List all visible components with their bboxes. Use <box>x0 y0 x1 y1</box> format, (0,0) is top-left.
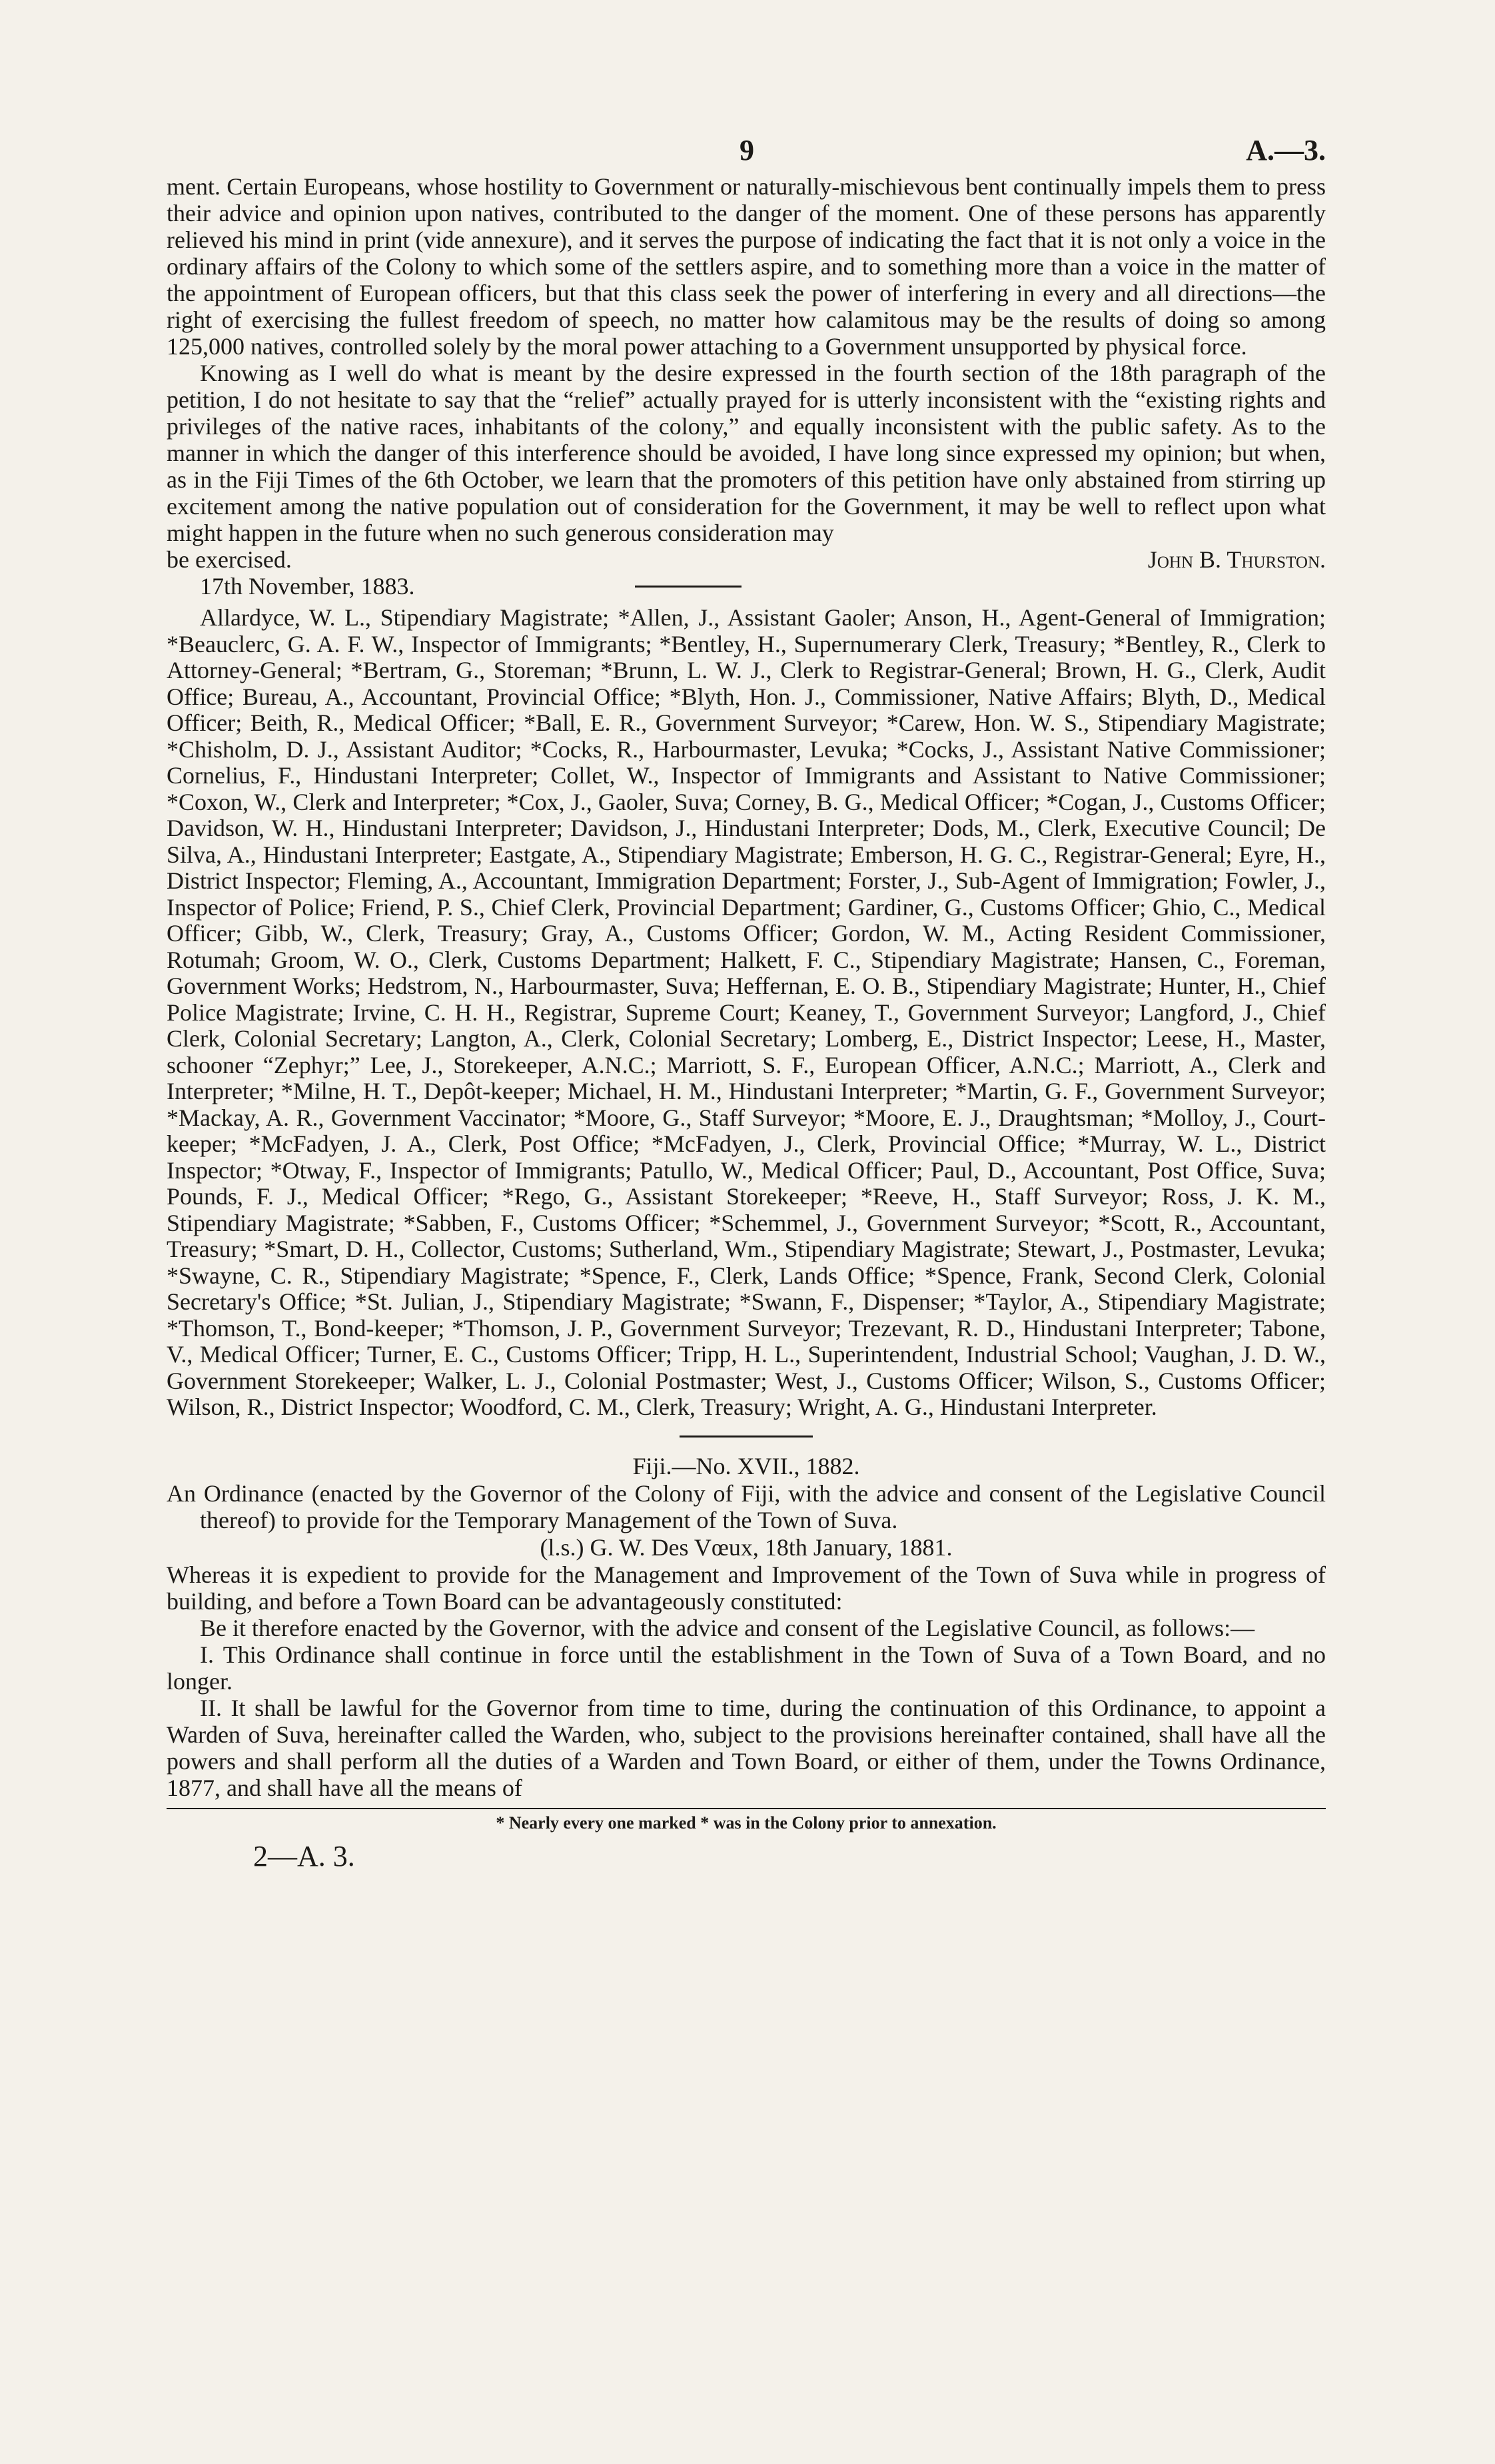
printer-signature-mark: 2—A. 3. <box>253 1839 355 1872</box>
officers-list: Allardyce, W. L., Stipendiary Magistrate; *Allen, J., Assistant Gaoler; Anson, H., Agent-General of Immigration; *Beauclerc, G. A. F. W., Inspector of Immigrants; *Bentley, H., Supernumerary Clerk, Treasury; *Bentley, R., Clerk to Attorney-General; *Bertram, G., Storeman; *Brunn, L. W. J., Clerk to Registrar-General; Brown, H. G., Clerk, Audit Office; Bureau, A., Accountant, Provincial Office; *Blyth, Hon. J., Commissioner, Native Affairs; Blyth, D., Medical Officer; Beith, R., Medical Officer; *Ball, E. R., Government Surveyor; *Carew, Hon. W. S., Stipendiary Magistrate; *Chisholm, D. J., Assistant Auditor; *Cocks, R., Harbourmaster, Levuka; *Cocks, J., Assistant Native Commissioner; Cornelius, F., Hindustani Interpreter; Collet, W., Inspector of Immigrants and Assistant to Native Commissioner; *Coxon, W., Clerk and Interpreter; *Cox, J., Gaoler, Suva; Corney, B. G., Medical Officer; *Cogan, J., Customs Officer; Davidson, W. H., Hindustani Interpreter; Davidson, J., Hindustani Interpreter; Dods, M., Clerk, Executive Council; De Silva, A., Hindustani Interpreter; Eastgate, A., Stipendiary Magistrate; Emberson, H. G. C., Registrar-General; Eyre, H., District Inspector; Fleming, A., Accountant, Immigration Department; Forster, J., Sub-Agent of Immigration; Fowler, J., Inspector of Police; Friend, P. S., Chief Clerk, Provincial Department; Gardiner, G., Customs Officer; Ghio, C., Medical Officer; Gibb, W., Clerk, Treasury; Gray, A., Customs Officer; Gordon, W. M., Acting Resident Commissioner, Rotumah; Groom, W. O., Clerk, Customs Department; Halkett, F. C., Stipendiary Magistrate; Hansen, C., Foreman, Government Works; Hedstrom, N., Harbourmaster, Suva; Heffernan, E. O. B., Stipendiary Magistrate; Hunter, H., Chief Police Magistrate; Irvine, C. H. H., Registrar, Supreme Court; Keaney, T., Government Surveyor; Langford, J., Chief Clerk, Colonial Secretary; Langton, A., Clerk, Colonial Secretary; Lomberg, E., District Inspector; Leese, H., Master, schooner “Zephyr;” Lee, J., Storekeeper, A.N.C.; Marriott, S. F., European Officer, A.N.C.; Marriott, A., Clerk and Interpreter; *Milne, H. T., Depôt-keeper; Michael, H. M., Hindustani Interpreter; *Martin, G. F., Government Surveyor; *Mackay, A. R., Government Vaccinator; *Moore, G., Staff Surveyor; *Moore, E. J., Draughtsman; *Molloy, J., Court-keeper; *McFadyen, J. A., Clerk, Post Office; *McFadyen, J., Clerk, Provincial Office; *Murray, W. L., District Inspector; *Otway, F., Inspector of Immigrants; Patullo, W., Medical Officer; Paul, D., Accountant, Post Office, Suva; Pounds, F. J., Medical Officer; *Rego, G., Assistant Storekeeper; *Reeve, H., Staff Surveyor; Ross, J. K. M., Stipendiary Magistrate; *Sabben, F., Customs Officer; *Schemmel, J., Government Surveyor; *Scott, R., Accountant, Treasury; *Smart, D. H., Collector, Customs; Sutherland, Wm., Stipendiary Magistrate; Stewart, J., Postmaster, Levuka; *Swayne, C. R., Stipendiary Magistrate; *Spence, F., Clerk, Lands Office; *Spence, Frank, Second Clerk, Colonial Secretary's Office; *St. Julian, J., Stipendiary Magistrate; *Swann, F., Dispenser; *Taylor, A., Stipendiary Magistrate; *Thomson, T., Bond-keeper; *Thomson, J. P., Government Surveyor; Trezevant, R. D., Hindustani Interpreter; Tabone, V., Medical Officer; Turner, E. C., Customs Officer; Tripp, H. L., Superintendent, Industrial School; Vaughan, J. D. W., Government Storekeeper; Walker, L. J., Colonial Postmaster; West, J., Customs Officer; Wilson, S., Customs Officer; Wilson, R., District Inspector; Woodford, C. M., Clerk, Treasury; Wright, A. G., Hindustani Interpreter. <box>167 604 1326 1420</box>
letter-date: 17th November, 1883. <box>200 573 415 600</box>
paragraph-relief: Knowing as I well do what is meant by the desire expressed in the fourth section of the 18th paragraph of the petition, I do not hesitate to say that the “relief” actually prayed for is utterly inconsistent with the “existing rights and privileges of the native races, inhabitants of the colony,” and equally inconsistent with the public safety. As to the manner in which the danger of this interference should be avoided, I have long since expressed my opinion; but when, as in the Fiji Times of the 6th October, we learn that the promoters of this petition have only abstained from stirring up excitement among the native population out of consideration for the Government, it may be well to reflect upon what might happen in the future when no such generous consideration may <box>167 360 1326 546</box>
section-divider <box>635 586 742 588</box>
ordinance-divider <box>680 1436 813 1437</box>
paragraph-end: be exercised. <box>167 546 292 573</box>
ordinance-enacting-clause: Be it therefore enacted by the Governor, with the advice and consent of the Legislative Council, as follows:— <box>200 1614 1255 1641</box>
document-page <box>167 127 1326 1873</box>
ordinance-clause-2: II. It shall be lawful for the Governor from time to time, during the continuation of this Ordinance, to appoint a Warden of Suva, hereinafter called the Warden, who, subject to the provisions hereinafter contained, shall have all the powers and shall perform all the duties of a Warden and Town Board, or either of them, under the Towns Ordinance, 1877, and shall have all the means of <box>167 1694 1326 1801</box>
footnote-rule <box>167 1808 1326 1809</box>
signature: John B. Thurston. <box>1147 546 1326 573</box>
ordinance-seal: (l.s.) G. W. Des Vœux, 18th January, 1881. <box>540 1533 953 1561</box>
ordinance-preamble: Whereas it is expedient to provide for the Management and Improvement of the Town of Suva while in progress of building, and before a Town Board can be advantageously constituted: <box>167 1561 1326 1615</box>
running-header <box>167 127 1326 173</box>
paragraph-continuation: ment. Certain Europeans, whose hostility to Government or naturally-mischievous bent continually impels them to press their advice and opinion upon natives, contributed to the danger of the moment. One of these persons has apparently relieved his mind in print (vide annexure), and it serves the purpose of indicating the fact that it is not only a voice in the ordinary affairs of the Colony to which some of the settlers aspire, and to something more than a voice in the matter of the appointment of European officers, but that this class seek the power of interfering in every and all directions—the right of exercising the fullest freedom of speech, no matter how calamitous may be the results of doing so among 125,000 natives, controlled solely by the moral power attaching to a Government unsupported by physical force. <box>167 173 1326 360</box>
footnote: * Nearly every one marked * was in the Colony prior to annexation. <box>496 1813 997 1833</box>
ordinance-clause-1: I. This Ordinance shall continue in force until the establishment in the Town of Suva of a Town Board, and no longer. <box>167 1641 1326 1695</box>
ordinance-heading: Fiji.—No. XVII., 1882. <box>632 1452 860 1479</box>
signature-line <box>167 546 1326 573</box>
page-number: 9 <box>740 134 754 167</box>
document-reference: A.—3. <box>1246 134 1326 167</box>
ordinance-title: An Ordinance (enacted by the Governor of the Colony of Fiji, with the advice and consent of the Legislative Council thereof) to provide for the Temporary Management of the Town of Suva. <box>167 1479 1326 1533</box>
date-line <box>200 573 1326 600</box>
